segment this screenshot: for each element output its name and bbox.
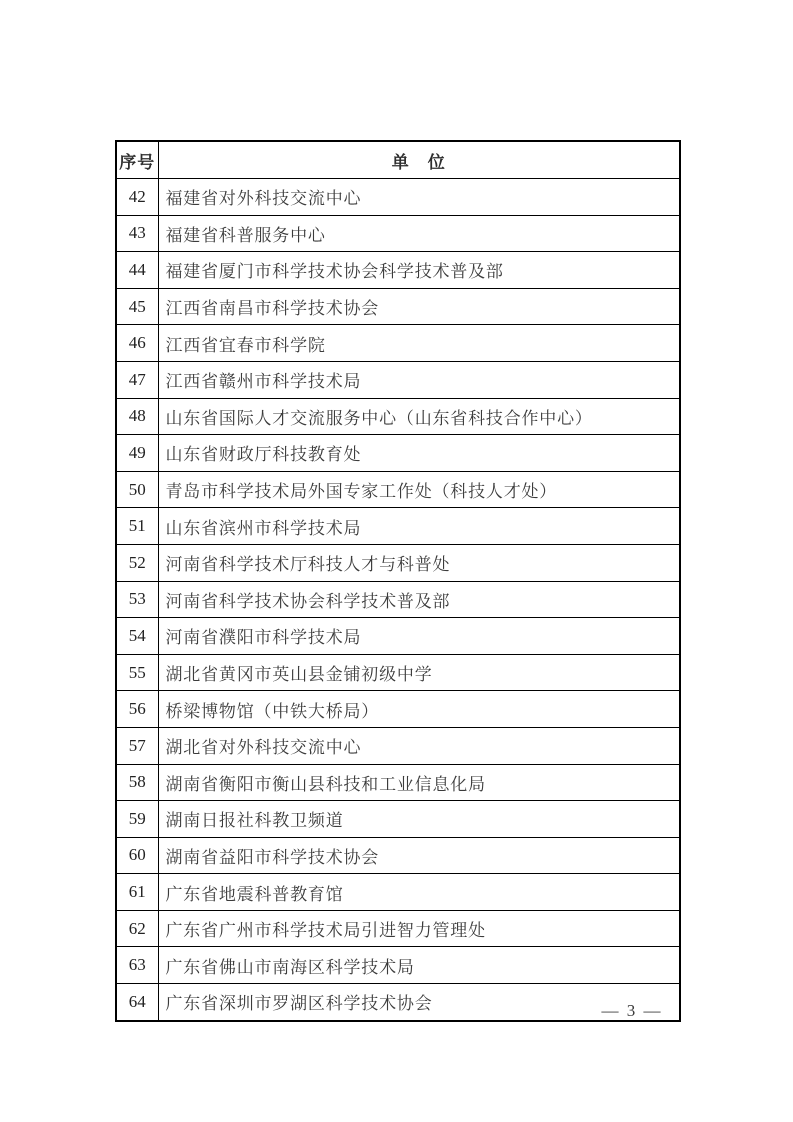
table-row: [116, 654, 680, 691]
unit-name-cell: 桥梁博物馆（中铁大桥局）: [158, 691, 680, 728]
unit-name-cell: 湖北省对外科技交流中心: [158, 727, 680, 764]
row-number-cell: 43: [116, 215, 158, 252]
row-number-cell: 60: [116, 837, 158, 874]
row-number-cell: 59: [116, 801, 158, 838]
unit-name-cell: 青岛市科学技术局外国专家工作处（科技人才处）: [158, 471, 680, 508]
row-number-cell: 50: [116, 471, 158, 508]
row-number-cell: 54: [116, 618, 158, 655]
unit-name-cell: 湖南省益阳市科学技术协会: [158, 837, 680, 874]
row-number-cell: 52: [116, 544, 158, 581]
row-number-cell: 64: [116, 984, 158, 1021]
table-row: [116, 361, 680, 398]
row-number-cell: 61: [116, 874, 158, 911]
table-row: [116, 435, 680, 472]
table-row: [116, 764, 680, 801]
table-row: [116, 618, 680, 655]
unit-name-cell: 福建省厦门市科学技术协会科学技术普及部: [158, 252, 680, 289]
table-row: [116, 727, 680, 764]
unit-name-cell: 河南省濮阳市科学技术局: [158, 618, 680, 655]
units-table: [115, 140, 681, 1022]
table-row: [116, 544, 680, 581]
table-row: [116, 801, 680, 838]
table-row: [116, 288, 680, 325]
page-number: — 3 —: [601, 1001, 663, 1020]
unit-name-cell: 湖北省黄冈市英山县金铺初级中学: [158, 654, 680, 691]
table-row: [116, 398, 680, 435]
row-number-cell: 58: [116, 764, 158, 801]
unit-name-cell: 河南省科学技术协会科学技术普及部: [158, 581, 680, 618]
unit-name-cell: 湖南省衡阳市衡山县科技和工业信息化局: [158, 764, 680, 801]
table-row: [116, 215, 680, 252]
row-number-cell: 55: [116, 654, 158, 691]
unit-name-cell: 广东省地震科普教育馆: [158, 874, 680, 911]
unit-name-cell: 江西省宜春市科学院: [158, 325, 680, 362]
unit-name-cell: 江西省南昌市科学技术协会: [158, 288, 680, 325]
row-number-cell: 45: [116, 288, 158, 325]
row-number-cell: 42: [116, 179, 158, 216]
row-number-cell: 44: [116, 252, 158, 289]
unit-name-cell: 江西省赣州市科学技术局: [158, 361, 680, 398]
table-body: [116, 179, 680, 1021]
unit-name-cell: 福建省对外科技交流中心: [158, 179, 680, 216]
table-row: [116, 325, 680, 362]
row-number-cell: 56: [116, 691, 158, 728]
table-row: [116, 910, 680, 947]
header-cell-unit: 单 位: [158, 141, 680, 179]
unit-name-cell: 福建省科普服务中心: [158, 215, 680, 252]
row-number-cell: 51: [116, 508, 158, 545]
table-row: [116, 947, 680, 984]
table-row: [116, 691, 680, 728]
row-number-cell: 62: [116, 910, 158, 947]
table-row: [116, 874, 680, 911]
table-row: [116, 508, 680, 545]
row-number-cell: 53: [116, 581, 158, 618]
row-number-cell: 49: [116, 435, 158, 472]
row-number-cell: 57: [116, 727, 158, 764]
unit-name-cell: 山东省财政厅科技教育处: [158, 435, 680, 472]
table-row: [116, 252, 680, 289]
unit-name-cell: 广东省佛山市南海区科学技术局: [158, 947, 680, 984]
unit-name-cell: 山东省滨州市科学技术局: [158, 508, 680, 545]
table-header-row: [116, 141, 680, 179]
row-number-cell: 47: [116, 361, 158, 398]
table-row: [116, 581, 680, 618]
unit-name-cell: 山东省国际人才交流服务中心（山东省科技合作中心）: [158, 398, 680, 435]
unit-name-cell: 广东省广州市科学技术局引进智力管理处: [158, 910, 680, 947]
unit-name-cell: 湖南日报社科教卫频道: [158, 801, 680, 838]
header-cell-serial-number: 序号: [116, 141, 158, 179]
row-number-cell: 48: [116, 398, 158, 435]
unit-name-cell: 河南省科学技术厅科技人才与科普处: [158, 544, 680, 581]
row-number-cell: 46: [116, 325, 158, 362]
unit-name-cell: 广东省深圳市罗湖区科学技术协会: [158, 984, 680, 1021]
table-row: [116, 179, 680, 216]
table-row: [116, 837, 680, 874]
row-number-cell: 63: [116, 947, 158, 984]
table-row: [116, 471, 680, 508]
